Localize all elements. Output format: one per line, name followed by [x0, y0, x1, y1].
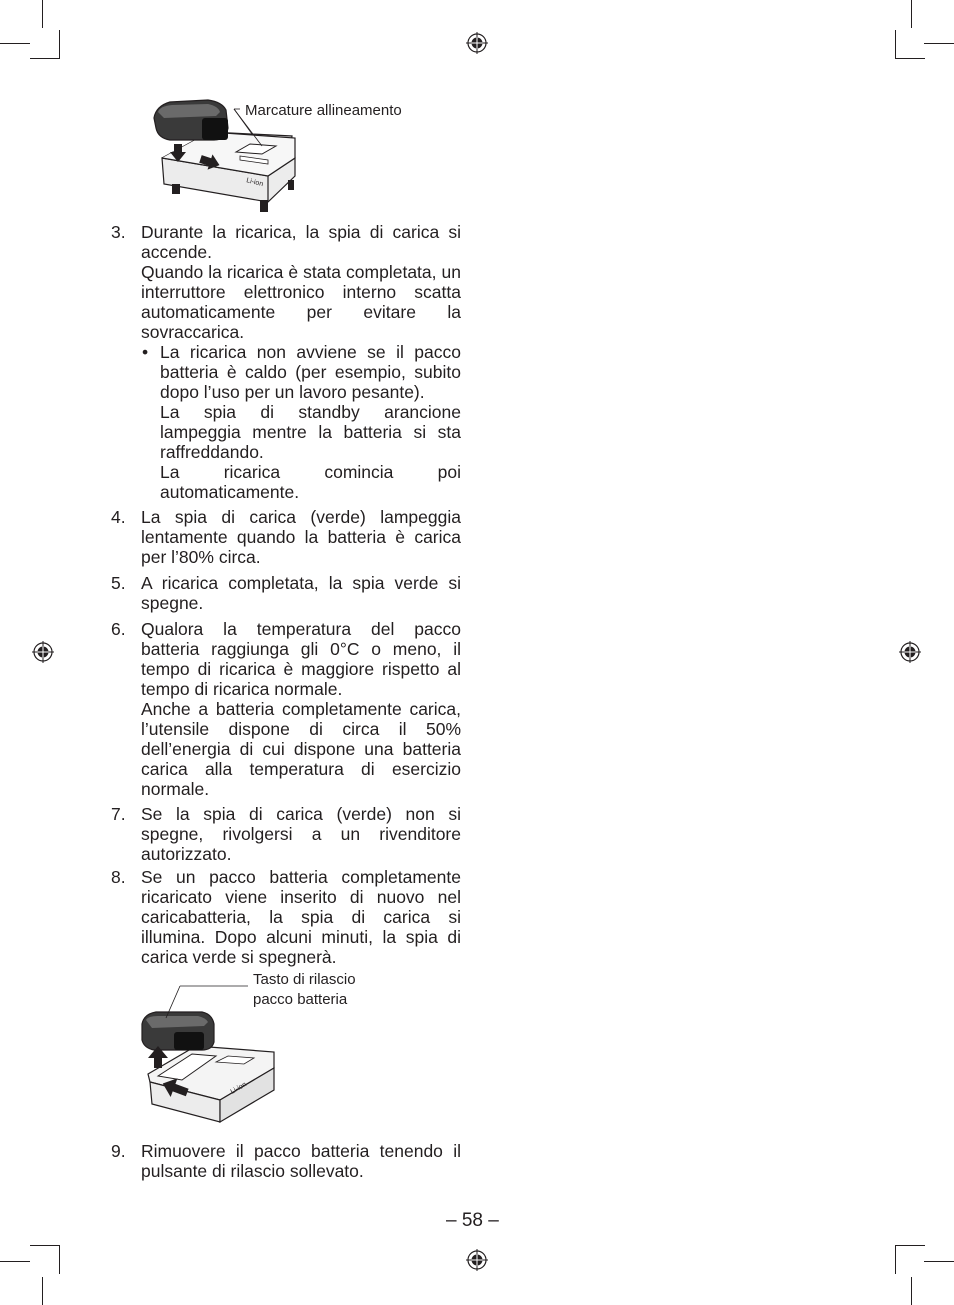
instruction-list-continued: [111, 1141, 461, 1181]
list-item: [111, 804, 461, 864]
step-number: 6.: [111, 619, 126, 639]
step-text: Qualora la temperatura del pacco batteria raggiunga gli 0°C o meno, il tempo di ricarica è maggiore rispetto al tempo di ricarica normale.: [141, 619, 461, 699]
step-text: Anche a batteria completamente carica, l’utensile dispone di circa il 50% dell’energia di cui dispone una batteria carica alla temperatura di esercizio normale.: [141, 699, 461, 799]
crop-mark: [895, 30, 896, 59]
crop-mark: [895, 58, 925, 59]
registration-mark-icon: [32, 641, 54, 663]
step-number: 3.: [111, 222, 126, 242]
list-item: [111, 222, 461, 502]
callout-line: Tasto di rilascio: [253, 971, 356, 988]
svg-text:Li-ion: Li-ion: [245, 177, 264, 189]
crop-mark: [0, 43, 30, 44]
crop-mark: [30, 1245, 60, 1246]
step-number: 9.: [111, 1141, 126, 1161]
list-item: [111, 867, 461, 967]
step-text: Durante la ricarica, la spia di carica si accende.: [141, 222, 461, 262]
crop-mark: [59, 30, 60, 59]
list-item: [111, 507, 461, 567]
bullet-note: [141, 342, 461, 502]
crop-mark: [895, 1245, 925, 1246]
step-text: Quando la ricarica è stata completata, un interruttore elettronico interno scatta automaticamente per evitare la sovraccarica.: [141, 262, 461, 342]
svg-text:Li-ion: Li-ion: [229, 1081, 248, 1096]
note-text: La ricarica non avviene se il pacco batteria è caldo (per esempio, subito dopo l’uso per un lavoro pesante).: [160, 342, 461, 402]
crop-mark: [59, 1245, 60, 1274]
list-item: [111, 619, 461, 799]
step-text: Rimuovere il pacco batteria tenendo il pulsante di rilascio sollevato.: [141, 1141, 461, 1181]
crop-mark: [911, 1277, 912, 1305]
registration-mark-icon: [466, 32, 488, 54]
crop-mark: [911, 0, 912, 28]
crop-mark: [30, 58, 60, 59]
crop-mark: [0, 1261, 30, 1262]
note-text: La spia di standby arancione lampeggia mentre la batteria si sta raffreddando.: [160, 402, 461, 462]
registration-mark-icon: [466, 1249, 488, 1271]
crop-mark: [42, 0, 43, 28]
bullet-icon: •: [142, 342, 149, 362]
note-text: La ricarica comincia poi automaticamente.: [160, 462, 461, 502]
release-button-callout: [253, 970, 356, 1010]
crop-mark: [42, 1277, 43, 1305]
registration-mark-icon: [899, 641, 921, 663]
step-number: 5.: [111, 573, 126, 593]
crop-mark: [895, 1245, 896, 1274]
crop-mark: [924, 1261, 954, 1262]
step-text: Se la spia di carica (verde) non si spegne, rivolgersi a un rivenditore autorizzato.: [141, 804, 461, 864]
crop-mark: [924, 43, 954, 44]
step-text: Se un pacco batteria completamente ricaricato viene inserito di nuovo nel caricabatteria, la spia di carica si illumina. Dopo alcuni minuti, la spia di carica verde si spegnerà.: [141, 867, 461, 967]
step-text: La spia di carica (verde) lampeggia lentamente quando la batteria è carica per l’80% circa.: [141, 507, 461, 567]
list-item: [111, 573, 461, 613]
list-item: [111, 1141, 461, 1181]
alignment-marks-callout: Marcature allineamento: [245, 102, 402, 119]
step-text: A ricarica completata, la spia verde si spegne.: [141, 573, 461, 613]
callout-line: pacco batteria: [253, 991, 348, 1008]
step-number: 8.: [111, 867, 126, 887]
step-number: 7.: [111, 804, 126, 824]
page-number: – 58 –: [446, 1210, 499, 1231]
step-number: 4.: [111, 507, 126, 527]
instruction-list: [111, 222, 461, 967]
